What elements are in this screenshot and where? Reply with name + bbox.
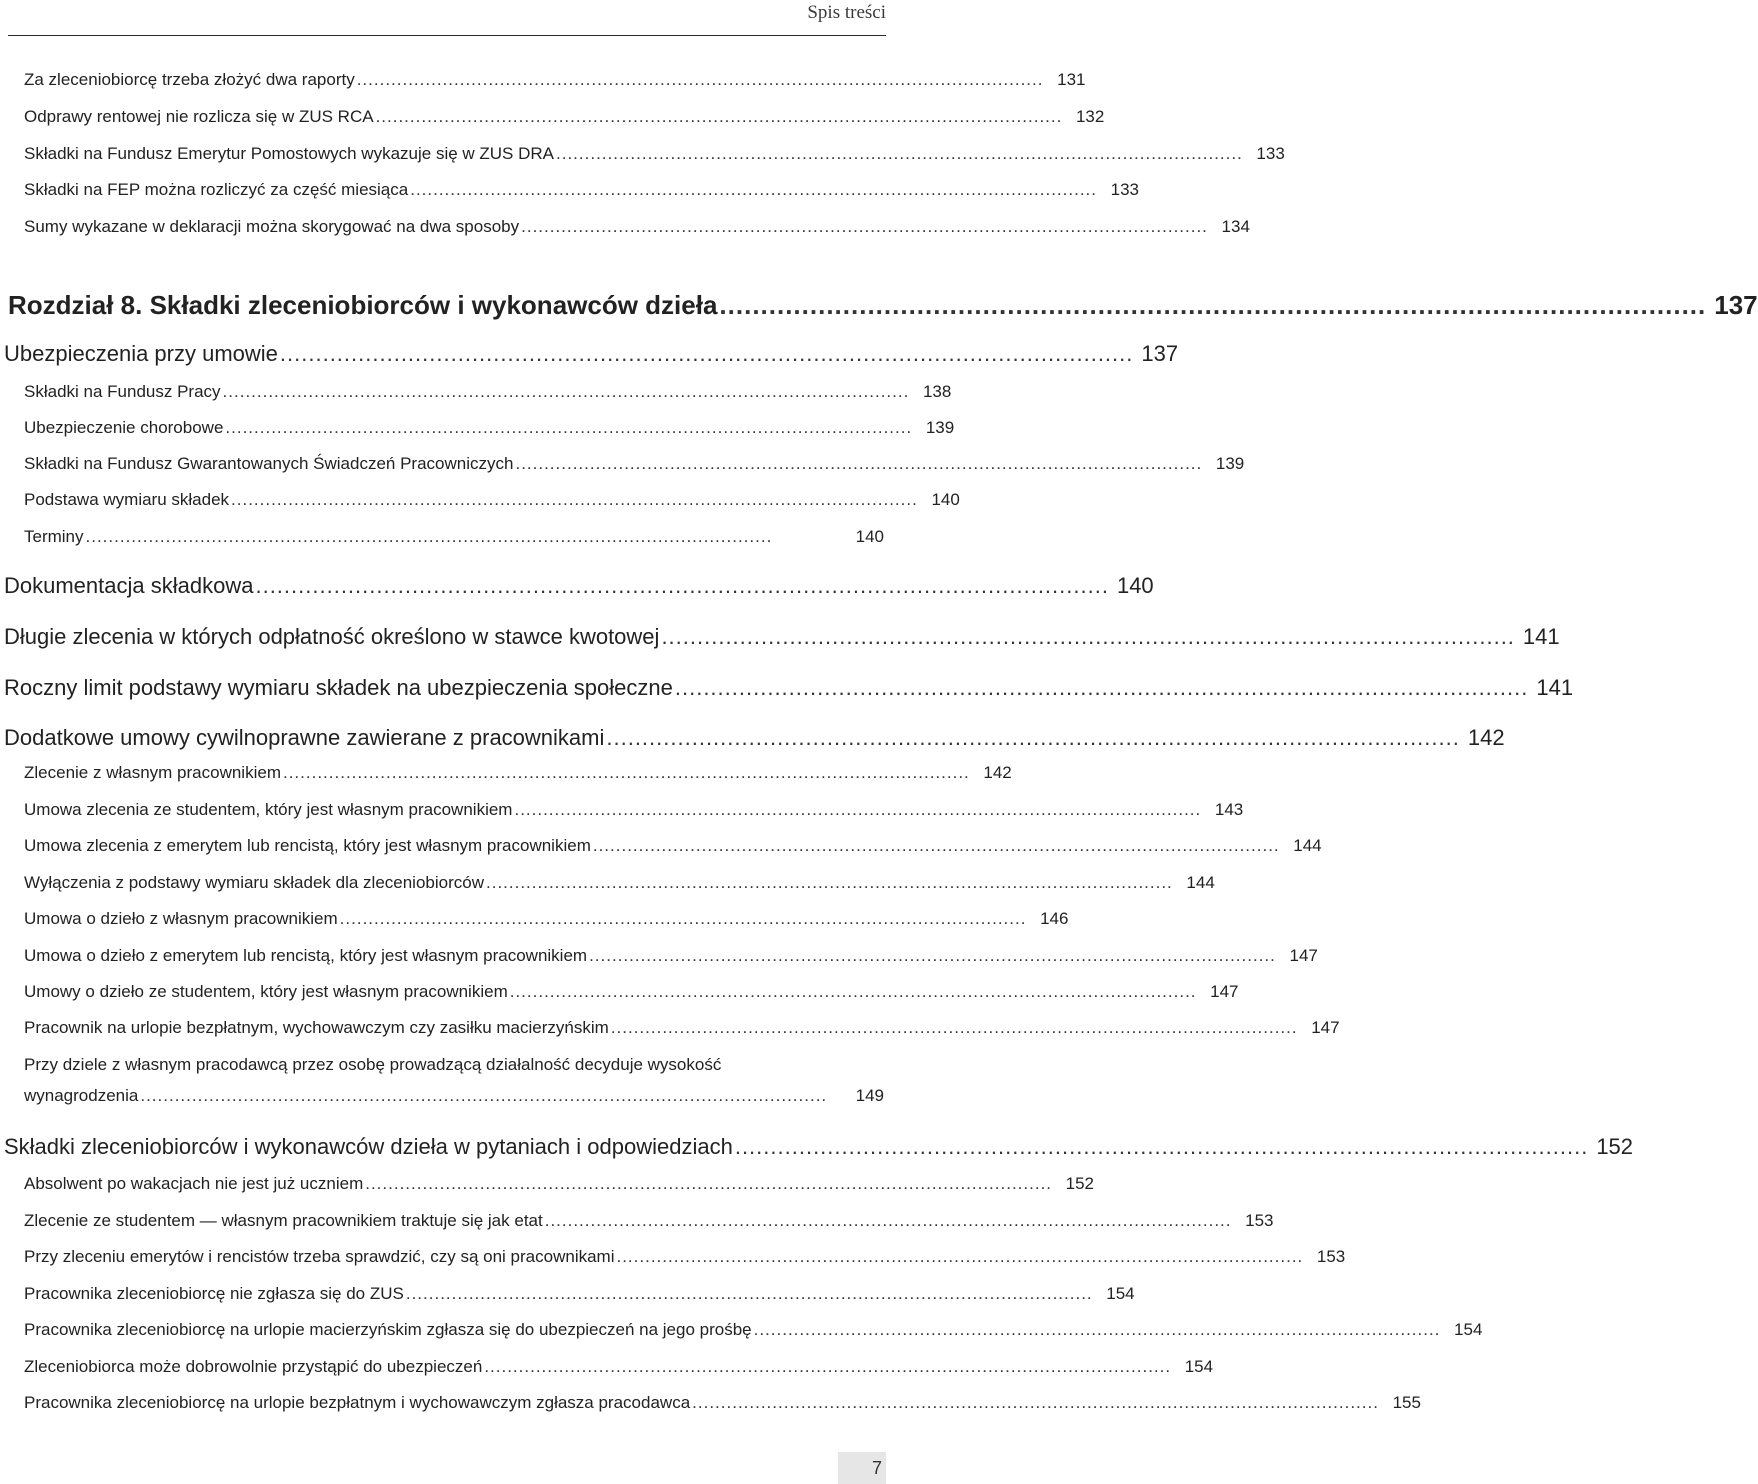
toc-entry-title: Przy zleceniu emerytów i rencistów trzeba sprawdzić, czy są oni pracownikami xyxy=(24,1247,615,1266)
toc-page-number: 133 xyxy=(1256,144,1285,163)
toc-page-number: 139 xyxy=(1215,454,1245,473)
toc-entry-title: Składki na Fundusz Pracy xyxy=(24,382,221,401)
toc-entry-title: Podstawa wymiaru składek xyxy=(24,490,230,509)
toc-page-number: 152 xyxy=(1596,1134,1634,1159)
toc-entry[interactable] xyxy=(24,144,1285,164)
toc-page-number: 140 xyxy=(931,490,960,509)
toc-section-title: Dokumentacja składkowa xyxy=(4,573,254,598)
toc-leader-dots: ........................................................................................................................ xyxy=(719,290,1707,320)
toc-page-number: 141 xyxy=(1536,675,1574,700)
toc-page-number: 137 xyxy=(1141,341,1179,366)
toc-entry[interactable] xyxy=(24,1211,1274,1231)
toc-entry[interactable] xyxy=(24,873,1215,893)
toc-entry[interactable] xyxy=(24,763,1012,783)
toc-entry-multiline[interactable] xyxy=(24,1055,884,1106)
toc-page-number: 142 xyxy=(1467,725,1505,750)
toc-entry[interactable] xyxy=(24,70,1086,90)
toc-page-number: 153 xyxy=(1316,1247,1346,1266)
toc-page-number: 138 xyxy=(922,382,952,401)
toc-leader-dots: ........................................................................................................................ xyxy=(405,1284,1093,1303)
toc-leader-dots: ........................................................................................................................ xyxy=(606,725,1460,750)
toc-entry[interactable] xyxy=(24,836,1322,856)
toc-entry[interactable] xyxy=(24,982,1239,1002)
toc-entry-title: Umowa o dzieło z emerytem lub rencistą, który jest własnym pracownikiem xyxy=(24,946,588,965)
toc-entry[interactable] xyxy=(24,1018,1340,1038)
toc-page-number: 134 xyxy=(1221,217,1250,236)
toc-entry-title: Absolwent po wakacjach nie jest już uczniem xyxy=(24,1174,364,1193)
toc-page-number: 140 xyxy=(855,527,884,546)
toc-entry-title: Wyłączenia z podstawy wymiaru składek dla zleceniobiorców xyxy=(24,873,484,892)
page-number: 7 xyxy=(838,1452,886,1484)
header-rule xyxy=(8,35,886,36)
toc-leader-dots: ........................................................................................................................ xyxy=(610,1018,1298,1037)
toc-leader-dots: ........................................................................................................................ xyxy=(140,1086,828,1105)
toc-entry-title: Odprawy rentowej nie rozlicza się w ZUS RCA xyxy=(24,107,374,126)
toc-leader-dots: ........................................................................................................................ xyxy=(514,800,1202,819)
toc-leader-dots: ........................................................................................................................ xyxy=(279,341,1134,366)
toc-entry-title: Składki na FEP można rozliczyć za część miesiąca xyxy=(24,180,409,199)
toc-leader-dots: ........................................................................................................................ xyxy=(734,1134,1589,1159)
toc-entry-title: Ubezpieczenie chorobowe xyxy=(24,418,224,437)
toc-page-number: 147 xyxy=(1210,982,1239,1001)
toc-page-number: 152 xyxy=(1065,1174,1095,1193)
toc-leader-dots: ........................................................................................................................ xyxy=(556,144,1243,163)
toc-leader-dots: ........................................................................................................................ xyxy=(692,1393,1379,1412)
toc-section[interactable] xyxy=(4,725,1505,751)
toc-entry-title: Pracownika zleceniobiorcę na urlopie macierzyńskim zgłasza się do ubezpieczeń na jego prośbę xyxy=(24,1320,752,1339)
toc-section-title: Długie zlecenia w których odpłatność określono w stawce kwotowej xyxy=(4,624,660,649)
toc-section[interactable] xyxy=(4,341,1179,367)
toc-entry-title: Pracownika zleceniobiorcę nie zgłasza się do ZUS xyxy=(24,1284,404,1303)
toc-entry-title: Zleceniobiorca może dobrowolnie przystąpić do ubezpieczeń xyxy=(24,1357,483,1376)
toc-page-number: 142 xyxy=(983,763,1012,782)
toc-page-number: 132 xyxy=(1075,107,1105,126)
toc-leader-dots: ........................................................................................................................ xyxy=(231,490,918,509)
toc-leader-dots: ........................................................................................................................ xyxy=(661,624,1515,649)
toc-entry[interactable] xyxy=(24,217,1250,237)
toc-page-number: 155 xyxy=(1392,1393,1421,1412)
toc-leader-dots: ........................................................................................................................ xyxy=(375,107,1063,126)
toc-leader-dots: ........................................................................................................................ xyxy=(225,418,913,437)
toc-page-number: 140 xyxy=(1116,573,1154,598)
toc-leader-dots: ........................................................................................................................ xyxy=(486,873,1173,892)
toc-page-number: 147 xyxy=(1311,1018,1340,1037)
toc-section[interactable] xyxy=(4,1134,1634,1160)
toc-entry[interactable] xyxy=(24,1174,1095,1194)
toc-entry[interactable] xyxy=(24,1357,1214,1377)
toc-page-number: 153 xyxy=(1245,1211,1274,1230)
toc-section[interactable] xyxy=(4,624,1560,650)
toc-leader-dots: ........................................................................................................................ xyxy=(255,573,1109,598)
toc-page-number: 147 xyxy=(1289,946,1318,965)
toc-page-number: 146 xyxy=(1040,909,1069,928)
toc-page-number: 144 xyxy=(1186,873,1215,892)
toc-leader-dots: ........................................................................................................................ xyxy=(616,1247,1304,1266)
toc-leader-dots: ........................................................................................................................ xyxy=(356,70,1044,89)
toc-page-number: 137 xyxy=(1714,290,1758,320)
toc-leader-dots: ........................................................................................................................ xyxy=(753,1320,1441,1339)
toc-page-number: 139 xyxy=(925,418,955,437)
toc-leader-dots: ........................................................................................................................ xyxy=(85,527,773,546)
toc-entry-title: Zlecenie z własnym pracownikiem xyxy=(24,763,281,782)
toc-entry-title: Składki na Fundusz Emerytur Pomostowych wykazuje się w ZUS DRA xyxy=(24,144,555,163)
toc-entry-title: Sumy wykazane w deklaracji można skorygować na dwa sposoby xyxy=(24,217,520,236)
toc-entry[interactable] xyxy=(24,107,1105,127)
toc-entry[interactable] xyxy=(24,1247,1346,1267)
toc-leader-dots: ........................................................................................................................ xyxy=(484,1357,1172,1376)
toc-entry[interactable] xyxy=(24,382,952,402)
toc-page-number: 154 xyxy=(1184,1357,1214,1376)
toc-page-number: 141 xyxy=(1522,624,1560,649)
toc-chapter-heading[interactable] xyxy=(8,290,1758,321)
toc-page-number: 144 xyxy=(1293,836,1322,855)
running-header-title: Spis treści xyxy=(807,2,886,23)
toc-leader-dots: ........................................................................................................................ xyxy=(515,454,1203,473)
toc-entry-title: Umowy o dzieło ze studentem, który jest własnym pracownikiem xyxy=(24,982,508,1001)
toc-entry-title: Umowa zlecenia ze studentem, który jest własnym pracownikiem xyxy=(24,800,513,819)
toc-leader-dots: ........................................................................................................................ xyxy=(282,763,970,782)
toc-leader-dots: ........................................................................................................................ xyxy=(410,180,1097,199)
toc-section-title: Dodatkowe umowy cywilnoprawne zawierane z pracownikami xyxy=(4,725,605,750)
toc-entry-title: Składki na Fundusz Gwarantowanych Świadczeń Pracowniczych xyxy=(24,454,514,473)
toc-section[interactable] xyxy=(4,573,1154,599)
toc-entry[interactable] xyxy=(24,527,884,547)
toc-page-number: 154 xyxy=(1106,1284,1135,1303)
toc-entry-title: Pracownika zleceniobiorcę na urlopie bezpłatnym i wychowawczym zgłasza pracodawca xyxy=(24,1393,691,1412)
toc-page-number: 131 xyxy=(1057,70,1086,89)
toc-entry-title: Terminy xyxy=(24,527,84,546)
toc-section-title: Składki zleceniobiorców i wykonawców dzieła w pytaniach i odpowiedziach xyxy=(4,1134,733,1159)
toc-page-number: 154 xyxy=(1454,1320,1483,1339)
toc-entry-title: Zlecenie ze studentem — własnym pracownikiem traktuje się jak etat xyxy=(24,1211,543,1230)
toc-leader-dots: ........................................................................................................................ xyxy=(222,382,910,401)
toc-entry-title: Umowa zlecenia z emerytem lub rencistą, który jest własnym pracownikiem xyxy=(24,836,591,855)
toc-leader-dots: ........................................................................................................................ xyxy=(339,909,1027,928)
toc-entry[interactable] xyxy=(24,909,1069,929)
toc-entry[interactable] xyxy=(24,1284,1135,1304)
toc-entry[interactable] xyxy=(24,180,1139,200)
toc-leader-dots: ........................................................................................................................ xyxy=(592,836,1280,855)
toc-leader-dots: ........................................................................................................................ xyxy=(544,1211,1232,1230)
toc-entry[interactable] xyxy=(24,1320,1483,1340)
toc-entry[interactable] xyxy=(24,1393,1421,1413)
toc-leader-dots: ........................................................................................................................ xyxy=(589,946,1276,965)
toc-section[interactable] xyxy=(4,675,1574,701)
toc-entry-title-line2: wynagrodzenia xyxy=(24,1086,139,1105)
toc-leader-dots: ........................................................................................................................ xyxy=(365,1174,1053,1193)
toc-leader-dots: ........................................................................................................................ xyxy=(521,217,1208,236)
toc-page-number: 149 xyxy=(855,1086,884,1105)
toc-entry-title: Za zleceniobiorcę trzeba złożyć dwa raporty xyxy=(24,70,355,89)
toc-entry[interactable] xyxy=(24,946,1318,966)
toc-leader-dots: ........................................................................................................................ xyxy=(509,982,1197,1001)
toc-entry-title: Umowa o dzieło z własnym pracownikiem xyxy=(24,909,338,928)
toc-section-title: Ubezpieczenia przy umowie xyxy=(4,341,278,366)
toc-page-number: 133 xyxy=(1110,180,1139,199)
toc-entry[interactable] xyxy=(24,454,1245,474)
chapter-title: Rozdział 8. Składki zleceniobiorców i wykonawców dzieła xyxy=(8,290,718,320)
toc-entry-title: Pracownik na urlopie bezpłatnym, wychowawczym czy zasiłku macierzyńskim xyxy=(24,1018,609,1037)
toc-entry[interactable] xyxy=(24,800,1244,820)
toc-entry[interactable] xyxy=(24,490,960,510)
toc-section-title: Roczny limit podstawy wymiaru składek na ubezpieczenia społeczne xyxy=(4,675,673,700)
toc-entry[interactable] xyxy=(24,418,955,438)
toc-page-number: 143 xyxy=(1214,800,1244,819)
toc-entry-title-line1: Przy dziele z własnym pracodawcą przez osobę prowadzącą działalność decyduje wysokość xyxy=(24,1055,722,1074)
toc-leader-dots: ........................................................................................................................ xyxy=(674,675,1529,700)
